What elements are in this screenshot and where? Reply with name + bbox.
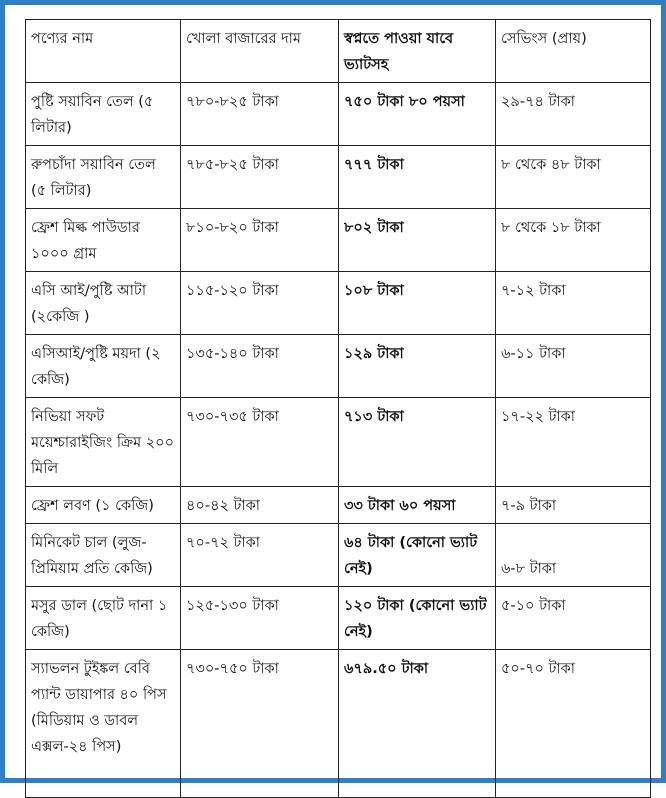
cell-savings: ৭-৯ টাকা — [496, 487, 651, 524]
cell-savings: ৫-১০ টাকা — [496, 587, 651, 650]
table-row — [26, 487, 651, 524]
cell-product: পুষ্টি সয়াবিন তেল (৫ লিটার) — [26, 83, 181, 146]
cell-swapno-price: ১০৮ টাকা — [339, 272, 496, 335]
cell-savings: ৭-১২ টাকা — [496, 272, 651, 335]
cell-open-market-price: ৭৩০-৭৩৫ টাকা — [181, 398, 339, 487]
cell-product: এসি আই/পুষ্টি আটা (২কেজি ) — [26, 272, 181, 335]
cell-savings: ৮ থেকে ১৮ টাকা — [496, 209, 651, 272]
cell-product: রুপচাঁদা সয়াবিন তেল (৫ লিটার) — [26, 146, 181, 209]
table-row — [26, 524, 651, 587]
cell-savings: ৬-৮ টাকা — [496, 524, 651, 587]
cell-savings: ১৭-২২ টাকা — [496, 398, 651, 487]
cell-open-market-price: ৭৮০-৮২৫ টাকা — [181, 83, 339, 146]
cell-product: মিনিকেট চাল (লুজ-প্রিমিয়াম প্রতি কেজি) — [26, 524, 181, 587]
cell-swapno-price: ৭৭৭ টাকা — [339, 146, 496, 209]
table-header-row — [26, 20, 651, 83]
table-row — [26, 209, 651, 272]
cell-swapno-price: ১২০ টাকা (কোনো ভ্যাট নেই) — [339, 587, 496, 650]
cell-open-market-price: ১৩৫-১৪০ টাকা — [181, 335, 339, 398]
cell-open-market-price: ৭৩০-৭৫০ টাকা — [181, 650, 339, 798]
cell-savings: ৫০-৭০ টাকা — [496, 650, 651, 798]
header-swapno-price: স্বপ্নতে পাওয়া যাবে ভ্যাটসহ — [339, 20, 496, 83]
cell-product: ফ্রেশ মিল্ক পাউডার ১০০০ গ্রাম — [26, 209, 181, 272]
table-row — [26, 335, 651, 398]
table-row — [26, 146, 651, 209]
cell-open-market-price: ৭৮৫-৮২৫ টাকা — [181, 146, 339, 209]
table-row — [26, 650, 651, 798]
header-open-market-price: খোলা বাজারের দাম — [181, 20, 339, 83]
table-row — [26, 398, 651, 487]
cell-swapno-price: ৭৫০ টাকা ৮০ পয়সা — [339, 83, 496, 146]
cell-savings: ৮ থেকে ৪৮ টাকা — [496, 146, 651, 209]
header-savings: সেভিংস (প্রায়) — [496, 20, 651, 83]
cell-savings: ২৯-৭৪ টাকা — [496, 83, 651, 146]
cell-product: ফ্রেশ লবণ (১ কেজি) — [26, 487, 181, 524]
cell-savings: ৬-১১ টাকা — [496, 335, 651, 398]
table-row — [26, 83, 651, 146]
cell-open-market-price: ৪০-৪২ টাকা — [181, 487, 339, 524]
cell-swapno-price: ৬৭৯.৫০ টাকা — [339, 650, 496, 798]
cell-open-market-price: ৮১০-৮২০ টাকা — [181, 209, 339, 272]
cell-product: এসিআই/পুষ্টি ময়দা (২ কেজি) — [26, 335, 181, 398]
cell-product: নিভিয়া সফট ময়েশ্চারাইজিং ক্রিম ২০০ মিলি — [26, 398, 181, 487]
header-product: পণ্যের নাম — [26, 20, 181, 83]
price-comparison-table — [25, 19, 651, 798]
cell-swapno-price: ৬৪ টাকা (কোনো ভ্যাট নেই) — [339, 524, 496, 587]
cell-swapno-price: ৩৩ টাকা ৬০ পয়সা — [339, 487, 496, 524]
table-row — [26, 272, 651, 335]
cell-open-market-price: ১১৫-১২০ টাকা — [181, 272, 339, 335]
cell-open-market-price: ১২৫-১৩০ টাকা — [181, 587, 339, 650]
cell-open-market-price: ৭০-৭২ টাকা — [181, 524, 339, 587]
cell-swapno-price: ১২৯ টাকা — [339, 335, 496, 398]
cell-product: মসুর ডাল (ছোট দানা ১ কেজি) — [26, 587, 181, 650]
table-row — [26, 587, 651, 650]
cell-product: স্যাভলন টুইঙ্কল বেবি প্যান্ট ডায়াপার ৪০ পিস (মিডিয়াম ও ডাবল এক্সল-২৪ পিস) — [26, 650, 181, 798]
cell-swapno-price: ৭১৩ টাকা — [339, 398, 496, 487]
cell-swapno-price: ৮০২ টাকা — [339, 209, 496, 272]
